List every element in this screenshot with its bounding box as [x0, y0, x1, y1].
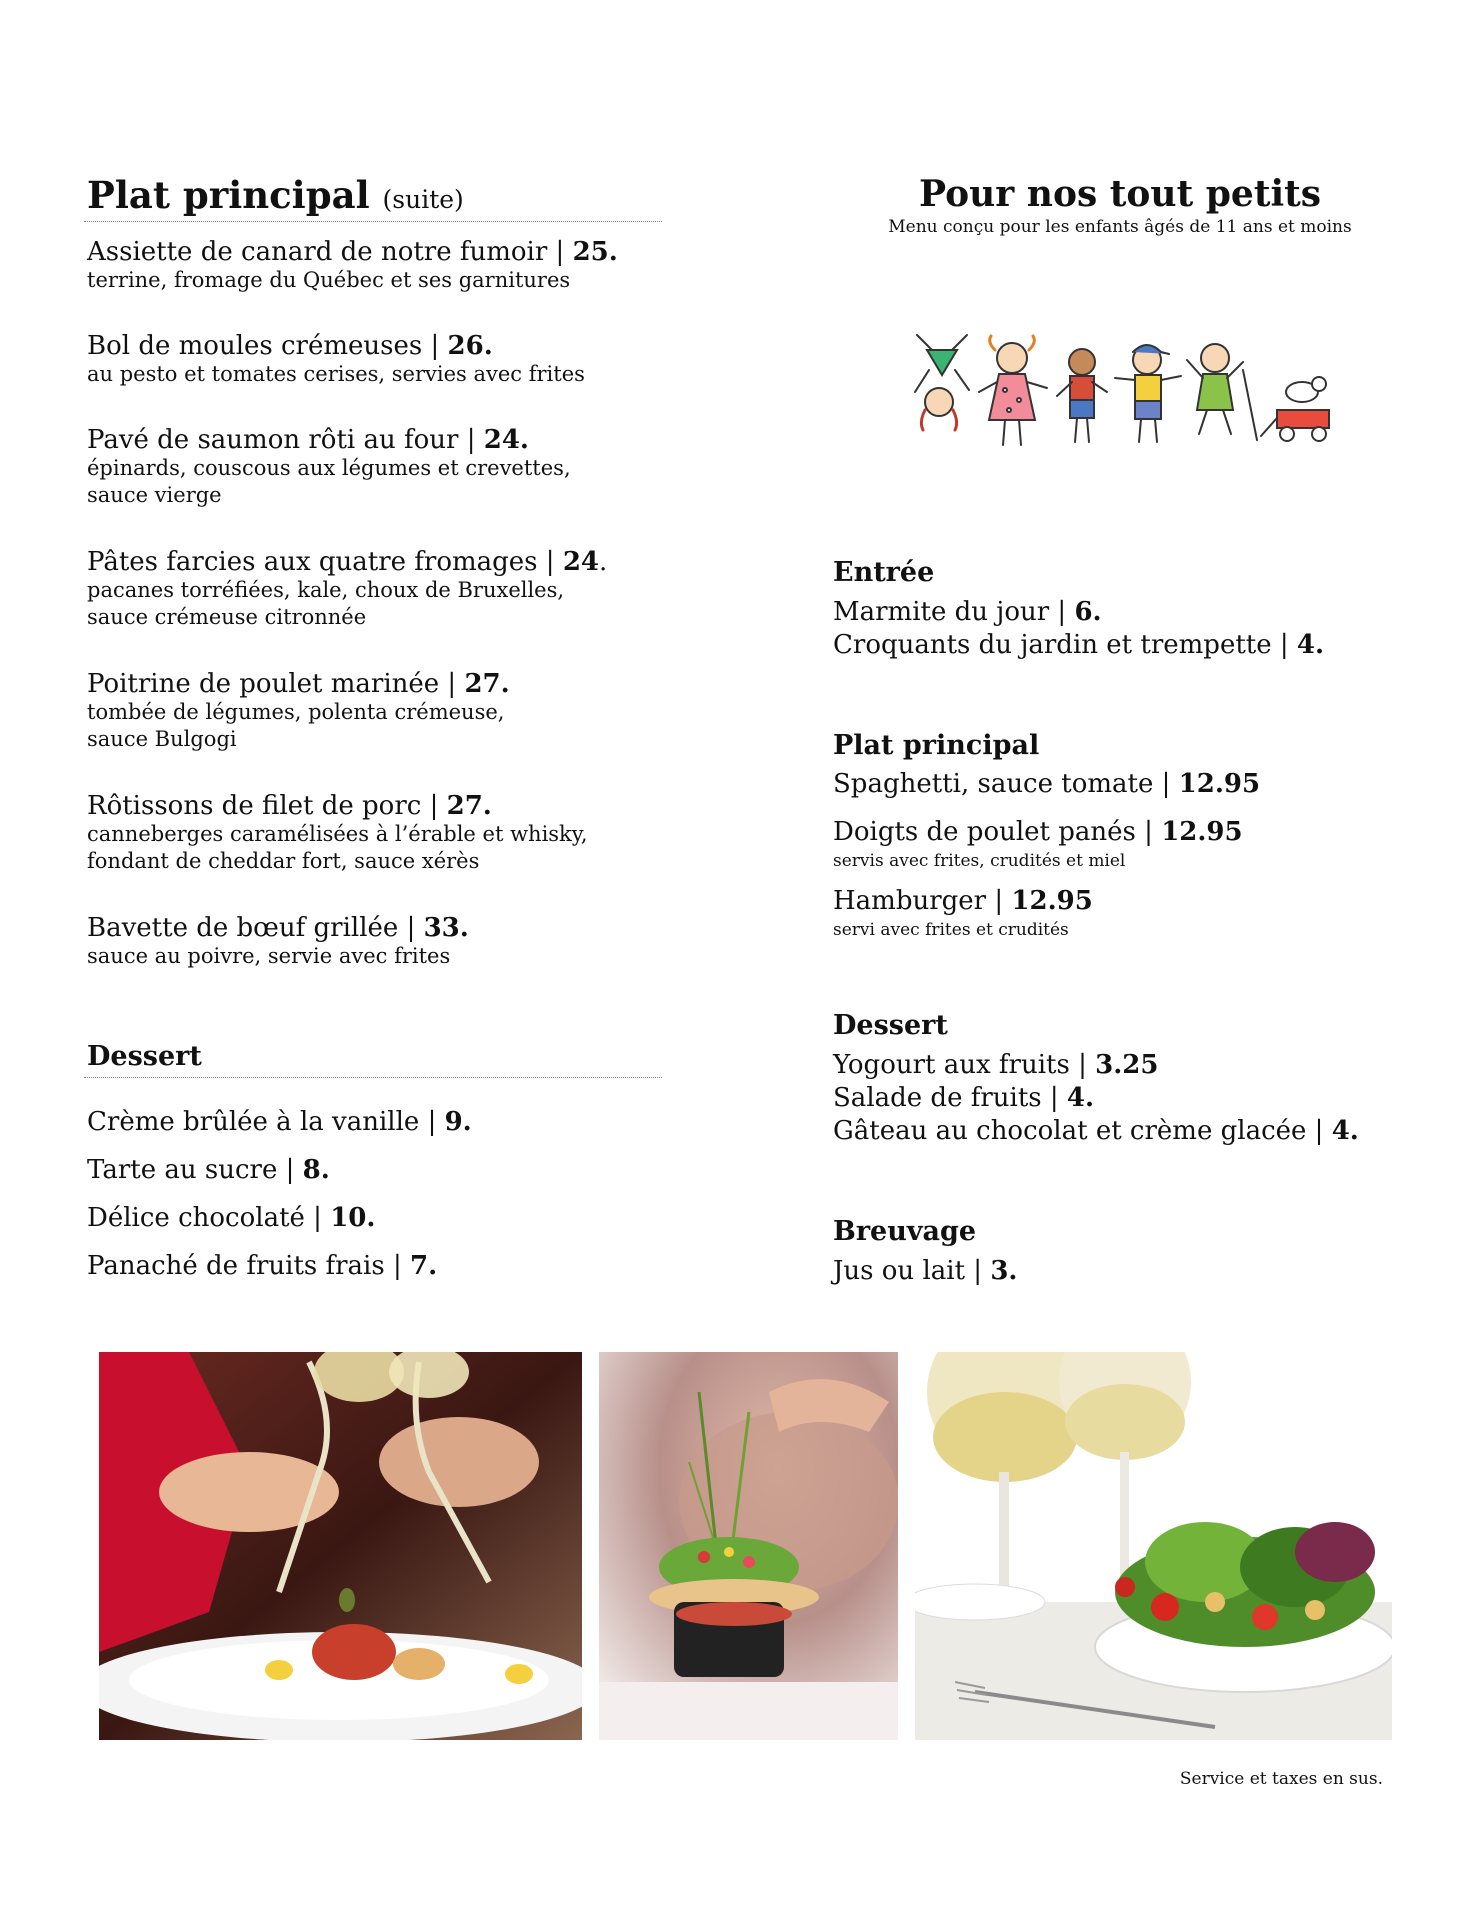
kids-entree-item [833, 629, 1324, 662]
item-price: 12.95 [1161, 817, 1243, 847]
item-price: 24. [483, 425, 529, 455]
kids-entree-item [833, 596, 1102, 629]
kids-drink-heading: Breuvage [833, 1216, 977, 1247]
item-name: Pâtes farcies aux quatre fromages | [87, 547, 563, 577]
dessert-item [87, 1106, 472, 1138]
kids-main-heading: Plat principal [833, 730, 1040, 761]
item-name: Hamburger | [833, 886, 1012, 916]
item-description: sauce crémeuse citronnée [87, 605, 367, 629]
item-description: tombée de légumes, polenta crémeuse, [87, 700, 505, 724]
kids-dessert-item [833, 1115, 1359, 1148]
item-price: 10. [330, 1203, 376, 1233]
kids-dessert-item [833, 1049, 1158, 1082]
item-price: 9. [444, 1107, 472, 1137]
kids-drink-item [833, 1255, 1017, 1288]
item-name: Rôtissons de filet de porc | [87, 791, 447, 821]
item-name: Marmite du jour | [833, 597, 1075, 627]
kids-entree-heading: Entrée [833, 557, 935, 588]
dessert-item [87, 1202, 375, 1234]
dessert-item [87, 1154, 330, 1186]
item-price: 3.25 [1095, 1050, 1159, 1080]
item-description: sauce Bulgogi [87, 727, 237, 751]
item-name: Bavette de bœuf grillée | [87, 913, 424, 943]
item-name: Yogourt aux fruits | [833, 1050, 1096, 1080]
item-price: 27. [464, 669, 510, 699]
item-price: 33. [423, 913, 469, 943]
item-price: 12.95 [1178, 769, 1261, 799]
menu-item [87, 913, 647, 970]
item-price: 8. [302, 1155, 330, 1185]
dining-couple-photo [99, 1352, 582, 1740]
item-price-suffix: . [599, 547, 608, 577]
item-name: Spaghetti, sauce tomate | [833, 769, 1179, 799]
item-name: Tarte au sucre | [87, 1155, 303, 1185]
item-price: 4. [1331, 1116, 1359, 1146]
menu-item [87, 791, 647, 875]
kids-main-item [833, 816, 1243, 849]
item-price: 25. [572, 237, 618, 267]
item-price: 7. [410, 1251, 438, 1281]
chef-plating-photo [599, 1352, 898, 1740]
item-price: 4. [1066, 1083, 1095, 1113]
item-price: 27. [446, 791, 492, 821]
item-name: Gâteau au chocolat et crème glacée | [833, 1116, 1332, 1146]
main-course-title-suffix: (suite) [382, 185, 464, 214]
main-course-title-text: Plat principal [87, 173, 370, 217]
item-name: Pavé de saumon rôti au four | [87, 425, 484, 455]
item-price: 26. [447, 331, 493, 361]
item-price: 4. [1296, 630, 1325, 660]
item-description: sauce au poivre, servie avec frites [87, 944, 451, 968]
item-description: terrine, fromage du Québec et ses garnitures [87, 268, 571, 292]
kids-drawing-illustration [897, 330, 1345, 460]
item-price: 24 [562, 547, 599, 577]
kids-dessert-item [833, 1082, 1094, 1115]
dessert-divider [84, 1077, 662, 1078]
menu-item [87, 331, 647, 388]
title-divider [84, 221, 662, 222]
item-description: sauce vierge [87, 483, 222, 507]
menu-item [87, 669, 647, 753]
dessert-item [87, 1250, 437, 1282]
item-name: Doigts de poulet panés | [833, 817, 1162, 847]
item-price: 6. [1074, 597, 1102, 627]
item-name: Croquants du jardin et trempette | [833, 630, 1297, 660]
kids-main-item [833, 768, 1260, 801]
item-name: Délice chocolaté | [87, 1203, 331, 1233]
item-name: Salade de fruits | [833, 1083, 1067, 1113]
item-description: canneberges caramélisées à l’érable et whisky, [87, 822, 588, 846]
item-description: fondant de cheddar fort, sauce xérès [87, 849, 480, 873]
kids-menu-subtitle: Menu conçu pour les enfants âgés de 11 ans et moins [888, 217, 1352, 237]
item-price: 3. [990, 1256, 1018, 1286]
kids-main-item-description: servis avec frites, crudités et miel [833, 851, 1126, 871]
item-name: Crème brûlée à la vanille | [87, 1107, 445, 1137]
salad-and-wine-photo [915, 1352, 1392, 1740]
menu-item [87, 425, 647, 509]
main-course-title [87, 172, 464, 223]
item-name: Bol de moules crémeuses | [87, 331, 448, 361]
menu-item [87, 237, 647, 294]
kids-dessert-heading: Dessert [833, 1010, 948, 1041]
footer-note: Service et taxes en sus. [1179, 1769, 1383, 1789]
item-name: Jus ou lait | [833, 1256, 991, 1286]
dessert-heading: Dessert [87, 1041, 202, 1072]
item-name: Poitrine de poulet marinée | [87, 669, 465, 699]
item-description: épinards, couscous aux légumes et crevettes, [87, 456, 571, 480]
kids-menu-title: Pour nos tout petits [918, 173, 1322, 215]
item-description: pacanes torréfiées, kale, choux de Bruxelles, [87, 578, 565, 602]
item-description: au pesto et tomates cerises, servies avec frites [87, 362, 585, 386]
item-name: Assiette de canard de notre fumoir | [87, 237, 573, 267]
menu-item [87, 547, 647, 631]
kids-main-item [833, 885, 1093, 918]
item-price: 12.95 [1011, 886, 1093, 916]
item-name: Panaché de fruits frais | [87, 1251, 410, 1281]
kids-main-item-description: servi avec frites et crudités [833, 920, 1069, 940]
